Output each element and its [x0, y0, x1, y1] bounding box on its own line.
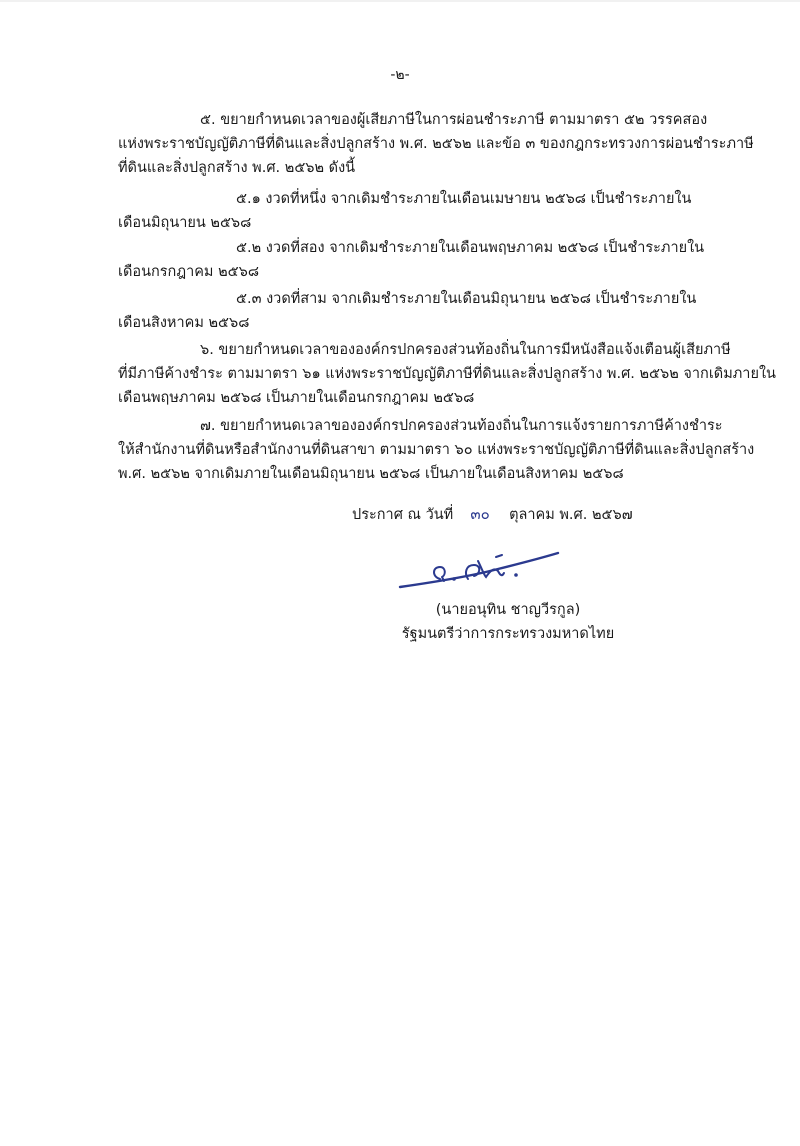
handwritten-signature	[398, 549, 562, 595]
item7-line1: ๗. ขยายกำหนดเวลาขององค์กรปกครองส่วนท้องถิ่นในการแจ้งรายการภาษีค้างชำระ	[200, 418, 723, 434]
scan-edge	[0, 0, 800, 2]
announcement-prefix: ประกาศ ณ วันที่	[352, 507, 454, 523]
announcement-date	[352, 504, 633, 525]
page-number: -๒-	[390, 67, 410, 83]
signatory-position: รัฐมนตรีว่าการกระทรวงมหาดไทย	[401, 626, 615, 642]
item6-line3: เดือนพฤษภาคม ๒๕๖๘ เป็นภายในเดือนกรกฎาคม ๒๕๖๘	[118, 390, 475, 406]
item5-line2: แห่งพระราชบัญญัติภาษีที่ดินและสิ่งปลูกสร้าง พ.ศ. ๒๕๖๒ และข้อ ๓ ของกฎกระทรวงการผ่อนชำระภาษี	[118, 136, 754, 152]
signatory-name: (นายอนุทิน ชาญวีรกูล)	[435, 602, 581, 618]
item5-line3: ที่ดินและสิ่งปลูกสร้าง พ.ศ. ๒๕๖๒ ดังนี้	[118, 160, 356, 176]
announcement-day: ๓๐	[470, 505, 490, 523]
item5-line1: ๕. ขยายกำหนดเวลาของผู้เสียภาษีในการผ่อนชำระภาษี ตามมาตรา ๕๒ วรรคสอง	[200, 112, 708, 128]
item5-2-line2: เดือนกรกฎาคม ๒๕๖๘	[118, 264, 260, 280]
item5-2-line1: ๕.๒ งวดที่สอง จากเดิมชำระภายในเดือนพฤษภาคม ๒๕๖๘ เป็นชำระภายใน	[236, 240, 705, 256]
item6-line2: ที่มีภาษีค้างชำระ ตามมาตรา ๖๑ แห่งพระราชบัญญัติภาษีที่ดินและสิ่งปลูกสร้าง พ.ศ. ๒๕๖๒ จากเดิมภายใน	[118, 366, 776, 382]
item6-line1: ๖. ขยายกำหนดเวลาขององค์กรปกครองส่วนท้องถิ่นในการมีหนังสือแจ้งเตือนผู้เสียภาษี	[200, 342, 731, 358]
item5-3-line2: เดือนสิงหาคม ๒๕๖๘	[118, 315, 250, 331]
item7-line2: ให้สำนักงานที่ดินหรือสำนักงานที่ดินสาขา ตามมาตรา ๖๐ แห่งพระราชบัญญัติภาษีที่ดินและสิ่งปลูกสร้าง	[118, 442, 755, 458]
item7-line3: พ.ศ. ๒๕๖๒ จากเดิมภายในเดือนมิถุนายน ๒๕๖๘ เป็นภายในเดือนสิงหาคม ๒๕๖๘	[118, 466, 624, 482]
item5-3-line1: ๕.๓ งวดที่สาม จากเดิมชำระภายในเดือนมิถุนายน ๒๕๖๘ เป็นชำระภายใน	[236, 291, 697, 307]
item5-1-line2: เดือนมิถุนายน ๒๕๖๘	[118, 215, 252, 231]
item5-1-line1: ๕.๑ งวดที่หนึ่ง จากเดิมชำระภายในเดือนเมษายน ๒๕๖๘ เป็นชำระภายใน	[236, 191, 692, 207]
announcement-month-year: ตุลาคม พ.ศ. ๒๕๖๗	[509, 507, 633, 523]
